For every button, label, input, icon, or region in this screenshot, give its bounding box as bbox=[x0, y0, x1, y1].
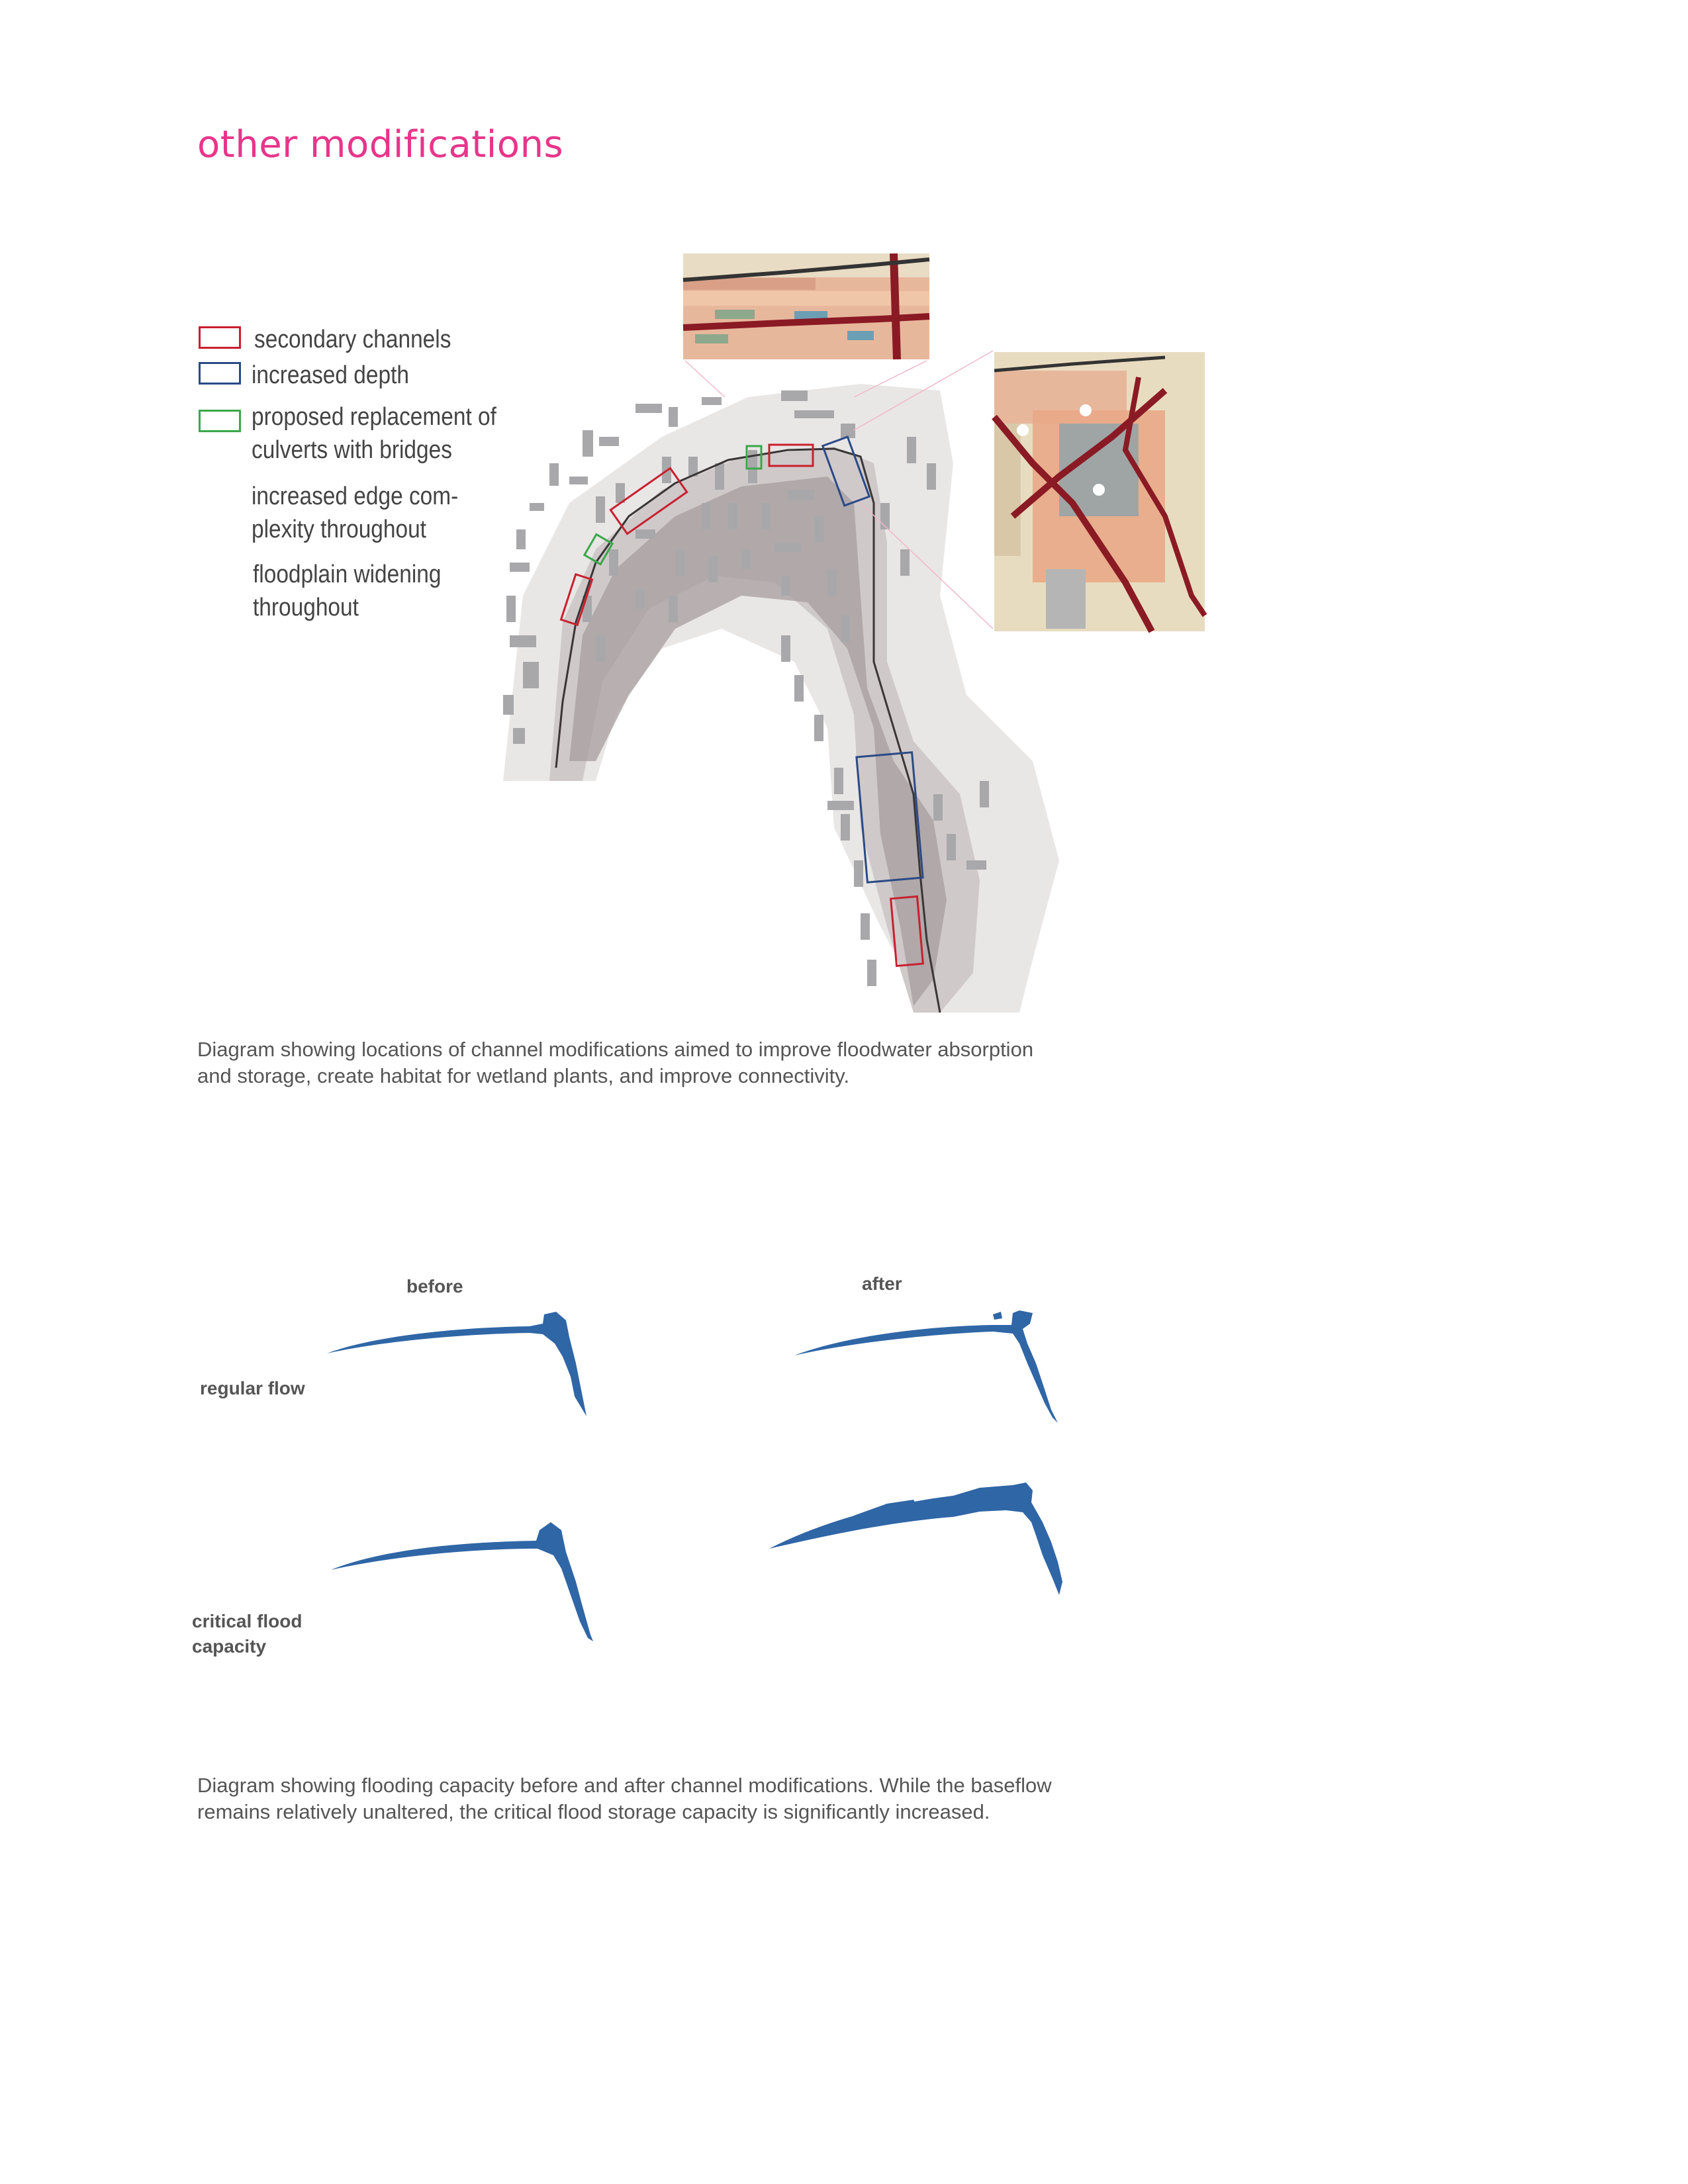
legend-label-depth: increased depth bbox=[252, 361, 409, 389]
caption-map-line-2: and storage, create habitat for wetland plants, and improve connectivity. bbox=[197, 1064, 850, 1087]
row-label-regular-flow: regular flow bbox=[200, 1378, 305, 1398]
column-label-before: before bbox=[406, 1276, 463, 1297]
legend-label-secondary: secondary channels bbox=[254, 326, 451, 353]
water-shape-regular-after bbox=[794, 1310, 1058, 1423]
water-shape-critical-after bbox=[769, 1482, 1062, 1595]
caption-flow-line-2: remains relatively unaltered, the critical flood storage capacity is significantly increased. bbox=[197, 1800, 990, 1823]
row-label-critical-1: critical flood bbox=[192, 1611, 303, 1631]
water-shape-critical-before bbox=[331, 1522, 593, 1641]
legend-label-edge-1: increased edge com- bbox=[252, 482, 459, 510]
legend-label-edge-2: plexity throughout bbox=[252, 516, 426, 543]
water-fragment bbox=[993, 1312, 1002, 1320]
legend-label-culvert-1: proposed replacement of bbox=[252, 403, 496, 431]
page-title: other modifications bbox=[197, 123, 564, 166]
column-label-after: after bbox=[862, 1273, 902, 1294]
caption-flow-line-1: Diagram showing flooding capacity before and after channel modifications. While the baseflow bbox=[197, 1774, 1052, 1797]
caption-map-line-1: Diagram showing locations of channel modifications aimed to improve floodwater absorption bbox=[197, 1038, 1034, 1061]
legend-label-widening-1: floodplain widening bbox=[253, 561, 442, 588]
legend-label-culvert-2: culverts with bridges bbox=[252, 436, 452, 464]
row-label-critical-2: capacity bbox=[192, 1636, 267, 1657]
legend-label-widening-2: throughout bbox=[253, 594, 359, 621]
water-shape-regular-before bbox=[327, 1312, 586, 1416]
